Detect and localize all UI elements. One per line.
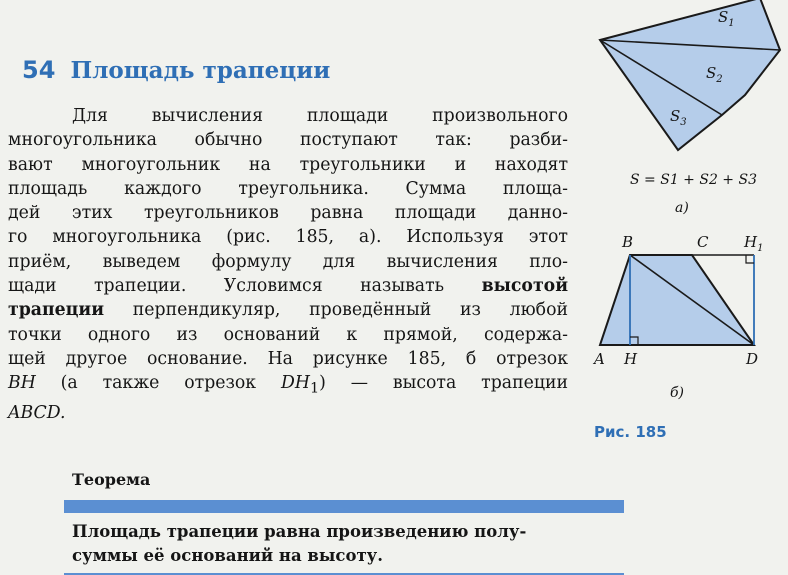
figure-sublabel-b: б) <box>670 385 685 401</box>
paragraph-line: многоугольника обычно поступают так: разби- <box>8 130 568 151</box>
paragraph-line: го многоугольника (рис. 185, а). Используя этот <box>8 227 568 248</box>
paragraph-text: щади трапеции. Условимся называть <box>8 276 445 297</box>
label-h: H <box>624 350 638 368</box>
section-title: Площадь трапеции <box>70 57 331 84</box>
paragraph-line: площадь каждого треугольника. Сумма площа- <box>8 178 568 199</box>
trapezoid-shape <box>600 255 754 345</box>
paragraph-line: точки одного из оснований к прямой, содержа- <box>8 324 568 345</box>
label-s2: $S_2$ <box>706 64 723 85</box>
theorem-divider <box>64 500 624 513</box>
label-s1: $S_1$ <box>718 8 735 29</box>
label-s3: $S_3$ <box>670 107 687 128</box>
area-sum-formula: S = S1 + S2 + S3 <box>630 172 757 188</box>
right-angle-mark <box>746 255 754 263</box>
paragraph-text: (а также отрезок <box>60 373 257 394</box>
label-d: D <box>746 350 759 368</box>
term-trapezoid: трапеции <box>8 300 105 321</box>
segment-bh: BH <box>8 373 36 394</box>
theorem-line: Площадь трапеции равна произведению полу- <box>72 522 527 541</box>
figure-sublabel-a: а) <box>675 200 689 216</box>
paragraph-line: щей другое основание. На рисунке 185, б отрезок <box>8 348 568 369</box>
theorem-title: Теорема <box>72 470 151 489</box>
label-h1: $H_1$ <box>744 233 764 254</box>
paragraph-line: ABCD. <box>8 403 66 424</box>
paragraph-line: приём, выведем формулу для вычисления пло- <box>8 251 568 272</box>
label-a: A <box>594 350 605 368</box>
section-number: 54 <box>22 56 56 84</box>
paragraph-line: Для вычисления площади произвольного <box>72 106 568 126</box>
figure-caption: Рис. 185 <box>594 423 667 441</box>
paragraph-line: вают многоугольник на треугольники и находят <box>8 154 568 175</box>
paragraph-text: перпендикуляр, проведённый из любой <box>132 300 568 321</box>
label-c: C <box>697 233 709 251</box>
label-b: B <box>622 233 634 251</box>
paragraph-text: ) — высота трапеции <box>319 373 568 394</box>
segment-dh1: $DH_1$ <box>281 373 320 397</box>
term-height: высотой <box>481 276 569 297</box>
theorem-line: суммы её оснований на высоту. <box>72 546 383 565</box>
theorem-statement <box>72 520 632 568</box>
paragraph-line: дей этих треугольников равна площади данно- <box>8 203 568 224</box>
